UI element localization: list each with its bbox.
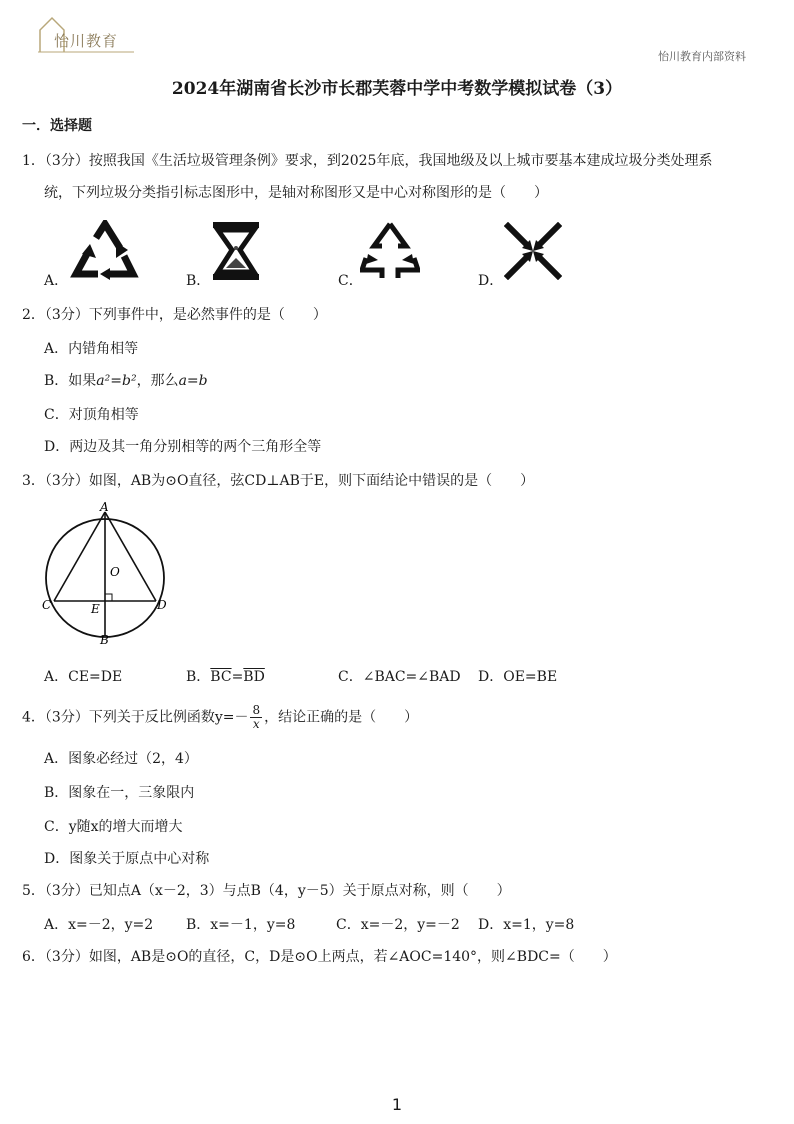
- q3-circle-figure: [36, 498, 176, 648]
- q5-option-a: A．x=－2，y=2: [44, 917, 154, 933]
- q4-fraction-num: 8: [252, 703, 261, 717]
- q1-stem-line2: 统，下列垃圾分类指引标志图形中，是轴对称图形又是中心对称图形的是（ ）: [44, 185, 548, 201]
- recycle-triangle-icon: [70, 220, 140, 282]
- q2-stem: 2．（3分）下列事件中，是必然事件的是（ ）: [22, 307, 327, 323]
- q5-option-c: C．x=－2，y=－2: [336, 917, 460, 933]
- q3-stem: 3．（3分）如图，AB为⊙O直径，弦CD⊥AB于E，则下面结论中错误的是（ ）: [22, 473, 535, 489]
- q2-option-b-expr2: a=b: [178, 373, 208, 389]
- logo-text: 怡川教育: [54, 32, 119, 50]
- q2-option-c: C．对顶角相等: [44, 407, 139, 423]
- q4-option-b: B．图象在一，三象限内: [44, 785, 195, 801]
- watermark: 怡川教育内部资料: [658, 50, 746, 63]
- q3-option-a: A．CE=DE: [44, 669, 123, 685]
- page-title: 2024年湖南省长沙市长郡芙蓉中学中考数学模拟试卷（3）: [171, 79, 623, 99]
- q2-option-b-mid: ，那么: [136, 373, 179, 389]
- logo: [36, 14, 136, 54]
- hourglass-icon: [210, 220, 262, 282]
- page-number: 1: [391, 1095, 403, 1114]
- recycle-arrows-icon: [360, 220, 420, 282]
- q2-option-d: D．两边及其一角分别相等的两个三角形全等: [44, 439, 322, 455]
- q2-option-b-prefix: B．如果: [44, 373, 97, 389]
- q3-option-b-label: B．: [186, 669, 211, 685]
- q5-option-b: B．x=－1，y=8: [186, 917, 296, 933]
- q3-option-b: [186, 666, 265, 686]
- q4-option-c: C．y随x的增大而增大: [44, 819, 183, 835]
- q6-stem: 6．（3分）如图，AB是⊙O的直径，C，D是⊙O上两点，若∠AOC=140°，则∠BDC=（ ）: [22, 949, 617, 965]
- q1-option-b-label: B．: [186, 273, 211, 289]
- q3-label-c: C: [42, 598, 52, 612]
- cross-arrows-icon: [504, 222, 562, 280]
- q1-option-c-label: C．: [338, 273, 363, 289]
- q4-stem-prefix: 4．（3分）下列关于反比例函数y=－: [22, 709, 249, 726]
- q4-option-a: A．图象必经过（2，4）: [44, 751, 198, 767]
- q4-fraction-den: x: [252, 717, 260, 731]
- q2-option-a: A．内错角相等: [44, 341, 139, 357]
- q3-label-d: D: [157, 598, 167, 612]
- q4-fraction: [250, 704, 262, 731]
- q3-option-b-arc1: $\overline{BC}$: [210, 669, 232, 685]
- q1-option-a-label: A．: [44, 273, 69, 289]
- q3-option-c: C．∠BAC=∠BAD: [338, 669, 461, 685]
- q3-label-o: O: [110, 565, 120, 579]
- q3-option-b-eq: =: [231, 669, 244, 685]
- q3-label-a: A: [100, 500, 109, 514]
- q4-stem-suffix: ，结论正确的是（ ）: [264, 709, 419, 726]
- q4-option-d: D．图象关于原点中心对称: [44, 851, 210, 867]
- q3-label-b: B: [100, 633, 109, 647]
- q2-option-b-expr: a²=b²: [96, 373, 137, 389]
- q4-stem: [22, 704, 418, 731]
- q1-stem-line1: 1．（3分）按照我国《生活垃圾管理条例》要求，到2025年底，我国地级及以上城市要基本建成垃圾分类处理系: [22, 153, 713, 169]
- q5-option-d: D．x=1，y=8: [478, 917, 575, 933]
- section-heading: 一．选择题: [22, 118, 92, 134]
- q2-option-b: [44, 370, 208, 390]
- q3-option-b-arc2: $\overline{BD}$: [243, 669, 265, 685]
- q3-option-d: D．OE=BE: [478, 669, 558, 685]
- q1-option-d-label: D．: [478, 273, 504, 289]
- q3-label-e: E: [91, 602, 100, 616]
- q5-stem: 5．（3分）已知点A（x－2，3）与点B（4，y－5）关于原点对称，则（ ）: [22, 883, 511, 899]
